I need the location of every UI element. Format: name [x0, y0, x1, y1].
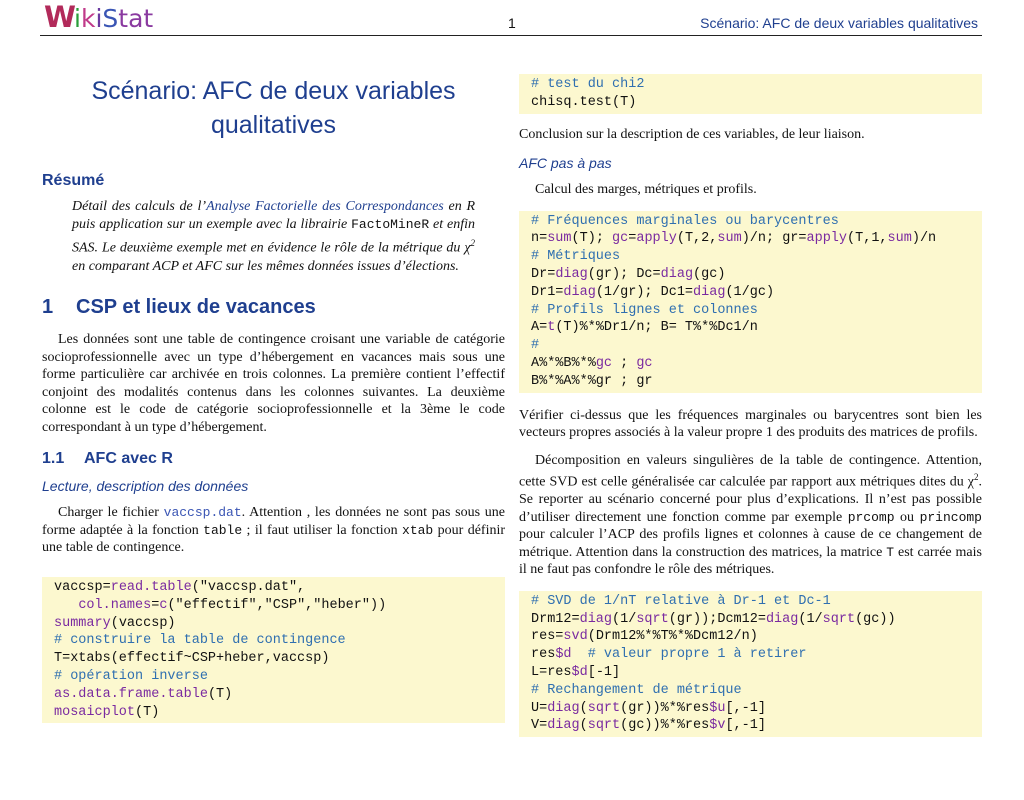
code-block: # Fréquences marginales ou barycentres n=sum(T); gc=apply(T,2,sum)/n; gr=apply(T,1,sum)/n # Métriques Dr=diag(gr); Dc=diag(gc) Dr1=diag(1/gr); Dc1=diag(1/gc) # Profils lignes et colonnes A=t(T)%*%Dr1/n; B= T%*%Dc1/n # A%*%B%*%gc ; gc B%*%A%*%gr ; gr: [519, 211, 982, 393]
afc-link[interactable]: Analyse Factorielle des Correspondances: [206, 199, 444, 214]
abstract-text: Détail des calculs de l’Analyse Factorielle des Correspondances en R puis application sur un exemple avec la librairie FactoMineR et enfin SAS. Le deuxième exemple met en évidence le rôle de la métrique du $\chi^2$ en comparant ACP et AFC sur les mêmes données issues d’élections.: [72, 199, 476, 275]
document-title: Scénario: AFC de deux variables qualitatives: [91, 77, 456, 139]
body-paragraph: Charger le fichier vaccsp.dat. Attention , les données ne sont pas sous une forme adaptée à la fonction table ; il faut utiliser la fonction xtab pour définir une table de contingence.: [42, 505, 506, 556]
page-number: 1: [508, 15, 516, 31]
paragraph-heading: Lecture, description des données: [42, 478, 249, 495]
wikistat-logo: WikiStat: [44, 0, 154, 34]
code-block: # SVD de 1/nT relative à Dr-1 et Dc-1 Drm12=diag(1/sqrt(gr));Dcm12=diag(1/sqrt(gc)) res=svd(Drm12%*%T%*%Dcm12/n) res$d # valeur propre 1 à retirer L=res$d[-1] # Rechangement de métrique U=diag(sqrt(gr))%*%res$u[,-1] V=diag(sqrt(gc))%*%res$v[,-1]: [519, 591, 982, 737]
code-block: # test du chi2 chisq.test(T): [519, 74, 982, 114]
subsection-heading: 1.1 AFC avec R: [42, 450, 173, 468]
right-column: [519, 70, 982, 737]
body-paragraph: Les données sont une table de contingence croisant une variable de catégorie socioprofessionnelle avec un type d’hébergement en vacances mais sous une forme particulière car archivée en trois colonnes. La première contient l’effectif conjoint des modalités contenus dans les colonnes suivantes. La deuxième colonne est le code de catégorie socioprofessionnelle et la 3ème le code correspondant à un type d’hébergement.: [42, 332, 505, 435]
running-title: Scénario: AFC de deux variables qualitatives: [700, 15, 978, 31]
body-paragraph: Décomposition en valeurs singulières de la table de contingence. Attention, cette SVD est celle généralisée car calculée par rapport aux métriques dites du $\chi^2$. Se reporter au scénario concerné pour plus d’explications. Il n’est pas possible d’utiliser directement une fonction comme par exemple prcomp ou princomp pour calculer l’ACP des profils lignes et colonnes à cause de ce changement de métrique. Attention dans la construction des matrices, la matrice T est carrée mais il ne faut pas confondre le rôle des métriques.: [519, 452, 982, 578]
section-heading: 1 CSP et lieux de vacances: [42, 296, 316, 319]
body-paragraph: Vérifier ci-dessus que les fréquences marginales ou barycentres sont bien les vecteurs propres associés à la valeur propre 1 des produits des matrices de profils.: [519, 407, 982, 441]
body-paragraph: Calcul des marges, métriques et profils.: [535, 182, 757, 198]
body-paragraph: Conclusion sur la description de ces variables, de leur liaison.: [519, 126, 865, 142]
left-column: [42, 70, 505, 723]
page-header: [40, 0, 982, 36]
abstract-heading: Résumé: [42, 172, 105, 189]
header-rule: [40, 35, 982, 36]
code-block: vaccsp=read.table("vaccsp.dat", col.names=c("effectif","CSP","heber")) summary(vaccsp) # construire la table de contingence T=xtabs(effectif~CSP+heber,vaccsp) # opération inverse as.data.frame.table(T) mosaicplot(T): [42, 577, 505, 723]
paragraph-heading: AFC pas à pas: [519, 155, 612, 172]
